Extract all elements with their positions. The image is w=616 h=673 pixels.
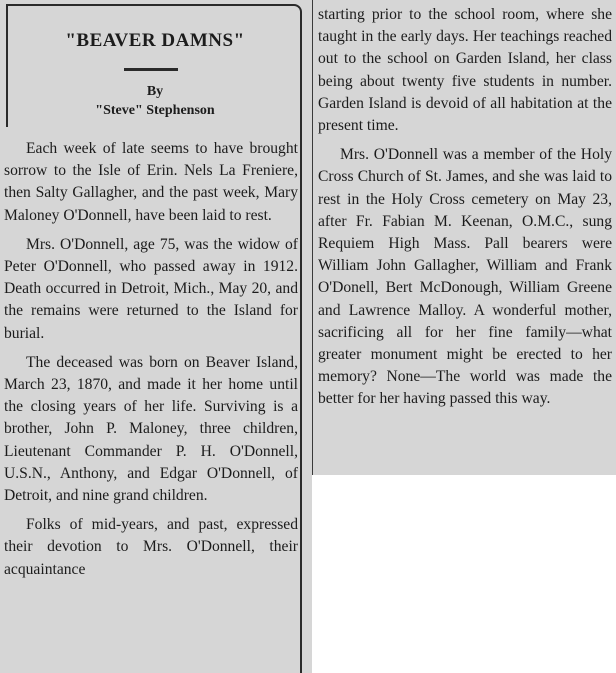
paragraph: The deceased was born on Beaver Island, March 23, 1870, and made it her home until the closing years of her life. Surviving is a brother, John P. Maloney, three children, Lieutenant Commander P. H. O'Donnell, U.S.N., Anthony, and Edgar O'Donnell, of Detroit, and nine grand children. <box>4 353 298 505</box>
body-left <box>4 138 298 588</box>
paragraph: Mrs. O'Donnell, age 75, was the widow of Peter O'Donnell, who passed away in 1912. Death occurred in Detroit, Mich., May 20, and the remains were returned to the Island for burial. <box>4 235 298 342</box>
column-rule-right <box>312 0 313 475</box>
byline-by: By <box>146 84 164 99</box>
byline-author: "Steve" Stephenson <box>95 103 215 118</box>
paragraph: starting prior to the school room, where she taught in the early days. Her teachings reached out to the school on Garden Island, her class being about twenty five students in number. Garden Island is devoid of all habitation at the present time. <box>318 6 612 135</box>
body-right <box>318 4 612 418</box>
headline: "BEAVER DAMNS" <box>65 30 245 51</box>
box-rule-top <box>6 4 294 6</box>
paragraph: Folks of mid-years, and past, expressed their devotion to Mrs. O'Donnell, their acquaintance <box>4 516 298 578</box>
headline-divider <box>124 68 178 71</box>
box-rule-left <box>6 4 8 127</box>
byline <box>10 82 300 120</box>
paragraph: Each week of late seems to have brought sorrow to the Isle of Erin. Nels La Freniere, then Salty Gallagher, and the past week, Mary Maloney O'Donnell, have been laid to rest. <box>4 140 298 224</box>
paragraph: Mrs. O'Donnell was a member of the Holy Cross Church of St. James, and she was laid to rest in the Holy Cross cemetery on May 23, after Fr. Fabian M. Keenan, O.M.C., sung Requiem High Mass. Pall bearers were William John Gallagher, William and Frank O'Donell, Bert McDonough, William Greene and Lawrence Malloy. A wonderful mother, sacrificing all for her fine family—what greater monument might be erected to her memory? None—The world was made the better for her having passed this way. <box>318 146 612 408</box>
column-rule <box>300 20 302 673</box>
